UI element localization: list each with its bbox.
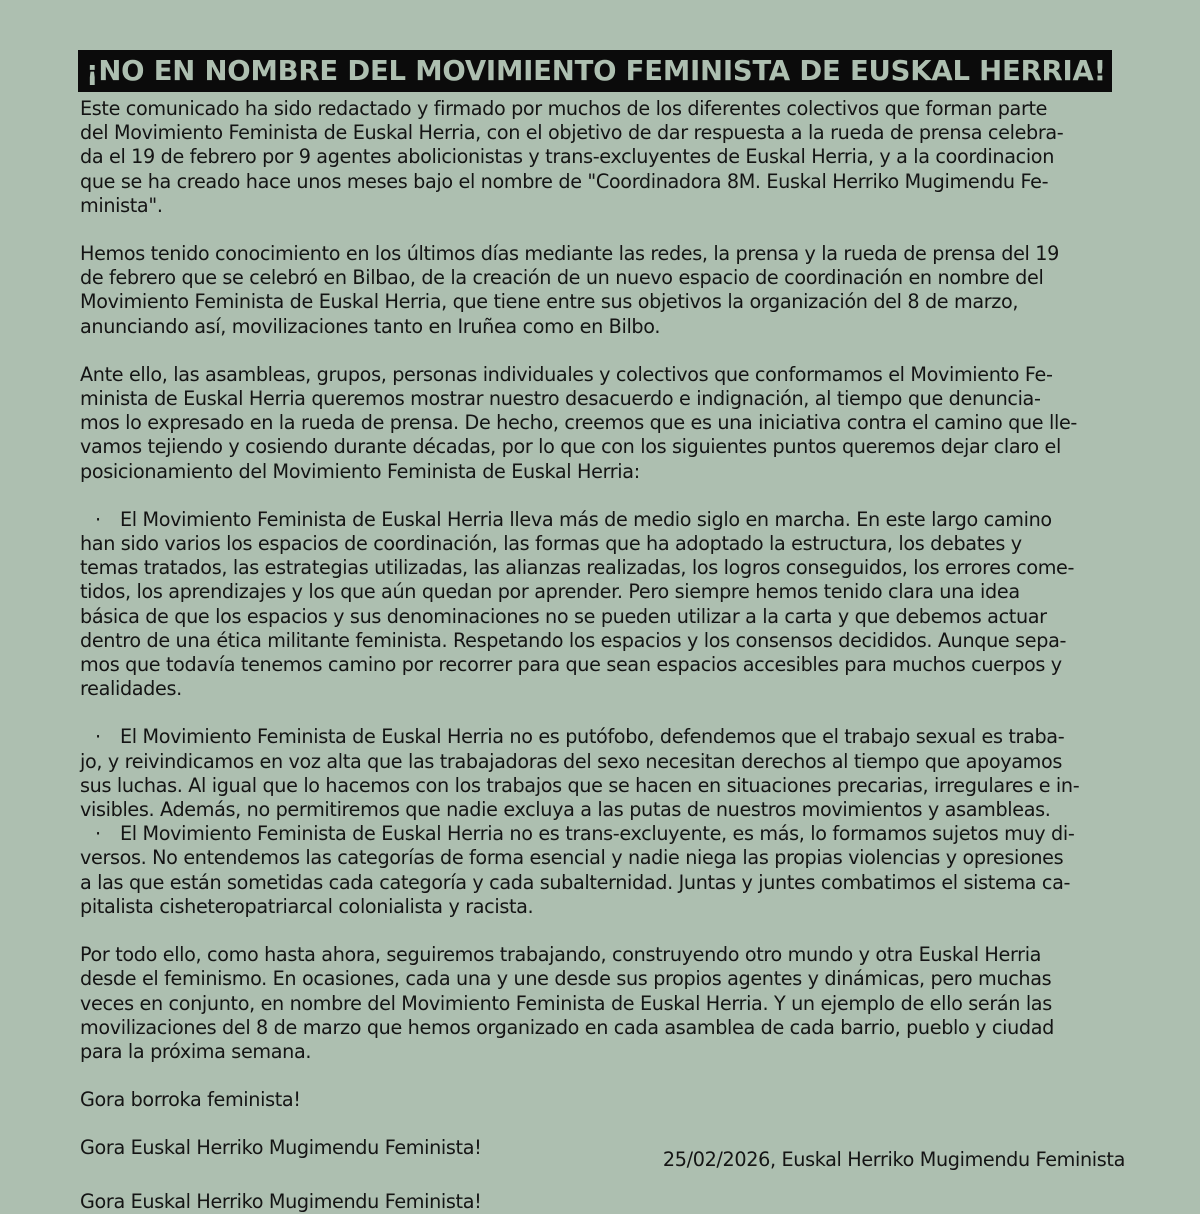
text-line: Ante ello, las asambleas, grupos, personas individuales y colectivos que conformamos el Movimiento Fe- <box>80 362 1053 386</box>
text-line: temas tratados, las estrategias utilizadas, las alianzas realizadas, los logros conseguidos, los errores come- <box>80 556 1075 580</box>
text-line: Este comunicado ha sido redactado y firmado por muchos de los diferentes colectivos que forman parte <box>80 97 1048 120</box>
bullet-point-sex-work <box>80 725 1125 822</box>
bullet-group-history <box>80 508 1125 702</box>
text-line: dentro de una ética militante feminista. Respetando los espacios y los consensos decididos. Aunque sepa- <box>80 628 1067 652</box>
text-line: minista de Euskal Herria queremos mostrar nuestro desacuerdo e indignación, al tiempo que denuncia- <box>80 387 1041 411</box>
text-line: movilizaciones del 8 de marzo que hemos organizado en cada asamblea de cada barrio, pueblo y ciudad <box>80 1015 1054 1039</box>
text-line: Por todo ello, como hasta ahora, seguiremos trabajando, construyendo otro mundo y otra Euskal Herria <box>80 943 1042 967</box>
statement-document <box>80 50 1125 1185</box>
signature-date: 25/02/2026, Euskal Herriko Mugimendu Feminista <box>662 1148 1125 1171</box>
text-line: Hemos tenido conocimiento en los últimos días mediante las redes, la prensa y la rueda de prensa del 19 <box>80 242 1059 266</box>
text-line: visibles. Además, no permitiremos que nadie excluya a las putas de nuestros movimientos y asambleas. <box>80 798 1051 822</box>
bullet-dot-icon: · <box>95 822 101 846</box>
paragraph-knowledge <box>80 242 1125 339</box>
text-line: mos que todavía tenemos camino por recorrer para que sean espacios accesibles para muchos cuerpos y <box>80 653 1062 677</box>
text-line: básica de que los espacios y sus denominaciones no se pueden utilizar a la carta y que debemos actuar <box>80 604 1047 628</box>
text-line: del Movimiento Feminista de Euskal Herria, con el objetivo de dar respuesta a la rueda de prensa celebra- <box>80 121 1064 145</box>
text-line: El Movimiento Feminista de Euskal Herria no es putófobo, defendemos que el trabajo sexual es traba- <box>120 725 1065 749</box>
cutoff-slogan: Gora Euskal Herriko Mugimendu Feminista! <box>80 1190 482 1213</box>
slogan-feminist-struggle: Gora borroka feminista! <box>80 1088 301 1112</box>
text-line: realidades. <box>80 677 182 701</box>
bullet-dot-icon: · <box>95 725 101 749</box>
text-line: veces en conjunto, en nombre del Movimiento Feminista de Euskal Herria. Y un ejemplo de ello serán las <box>80 991 1052 1015</box>
text-line: Movimiento Feminista de Euskal Herria, que tiene entre sus objetivos la organización del 8 de marzo, <box>80 290 1019 314</box>
text-line: posicionamiento del Movimiento Feminista de Euskal Herria: <box>80 459 640 483</box>
text-line: tidos, los aprendizajes y los que aún quedan por aprender. Pero siempre hemos tenido clara una idea <box>80 580 1020 604</box>
text-line: anunciando así, movilizaciones tanto en Iruñea como en Bilbo. <box>80 314 661 338</box>
slogan-movement: Gora Euskal Herriko Mugimendu Feminista! <box>80 1136 482 1160</box>
bullet-point-history <box>80 508 1125 702</box>
text-line: desde el feminismo. En ocasiones, cada una y une desde sus propios agentes y dinámicas, pero muchas <box>80 967 1052 991</box>
paragraph-closing <box>80 943 1125 1064</box>
text-line: da el 19 de febrero por 9 agentes abolicionistas y trans-excluyentes de Euskal Herria, y a la coordinacion <box>80 145 1054 169</box>
text-line: El Movimiento Feminista de Euskal Herria no es trans-excluyente, es más, lo formamos sujetos muy di- <box>120 822 1075 846</box>
text-line: a las que están sometidas cada categoría y cada subalternidad. Juntas y juntes combatimos el sistema ca- <box>80 870 1071 894</box>
bullet-group-positions <box>80 725 1125 919</box>
bullet-dot-icon: · <box>95 507 101 531</box>
text-line: versos. No entendemos las categorías de forma esencial y nadie niega las propias violencias y opresiones <box>80 846 1064 870</box>
text-line: El Movimiento Feminista de Euskal Herria lleva más de medio siglo en marcha. En este largo camino <box>120 507 1052 531</box>
document-title: ¡NO EN NOMBRE DEL MOVIMIENTO FEMINISTA DE EUSKAL HERRIA! <box>78 50 1112 92</box>
text-line: para la próxima semana. <box>80 1039 312 1063</box>
text-line: de febrero que se celebró en Bilbao, de la creación de un nuevo espacio de coordinación en nombre del <box>80 266 1044 290</box>
text-line: minista". <box>80 193 163 217</box>
text-line: vamos tejiendo y cosiendo durante décadas, por lo que con los siguientes puntos queremos dejar claro el <box>80 435 1061 459</box>
text-line: han sido varios los espacios de coordinación, las formas que ha adoptado la estructura, los debates y <box>80 532 1022 556</box>
text-line: pitalista cisheteropatriarcal colonialista y racista. <box>80 894 534 918</box>
text-line: sus luchas. Al igual que lo hacemos con los trabajos que se hacen en situaciones precarias, irregulares e in- <box>80 773 1080 797</box>
text-line: que se ha creado hace unos meses bajo el nombre de "Coordinadora 8M. Euskal Herriko Mugimendu Fe- <box>80 169 1049 193</box>
paragraph-intro <box>80 97 1125 218</box>
text-line: jo, y reivindicamos en voz alta que las trabajadoras del sexo necesitan derechos al tiempo que apoyamos <box>80 749 1063 773</box>
paragraph-response <box>80 363 1125 484</box>
text-line: mos lo expresado en la rueda de prensa. De hecho, creemos que es una iniciativa contra el camino que lle- <box>80 411 1077 435</box>
bullet-point-trans-inclusive <box>80 822 1125 919</box>
